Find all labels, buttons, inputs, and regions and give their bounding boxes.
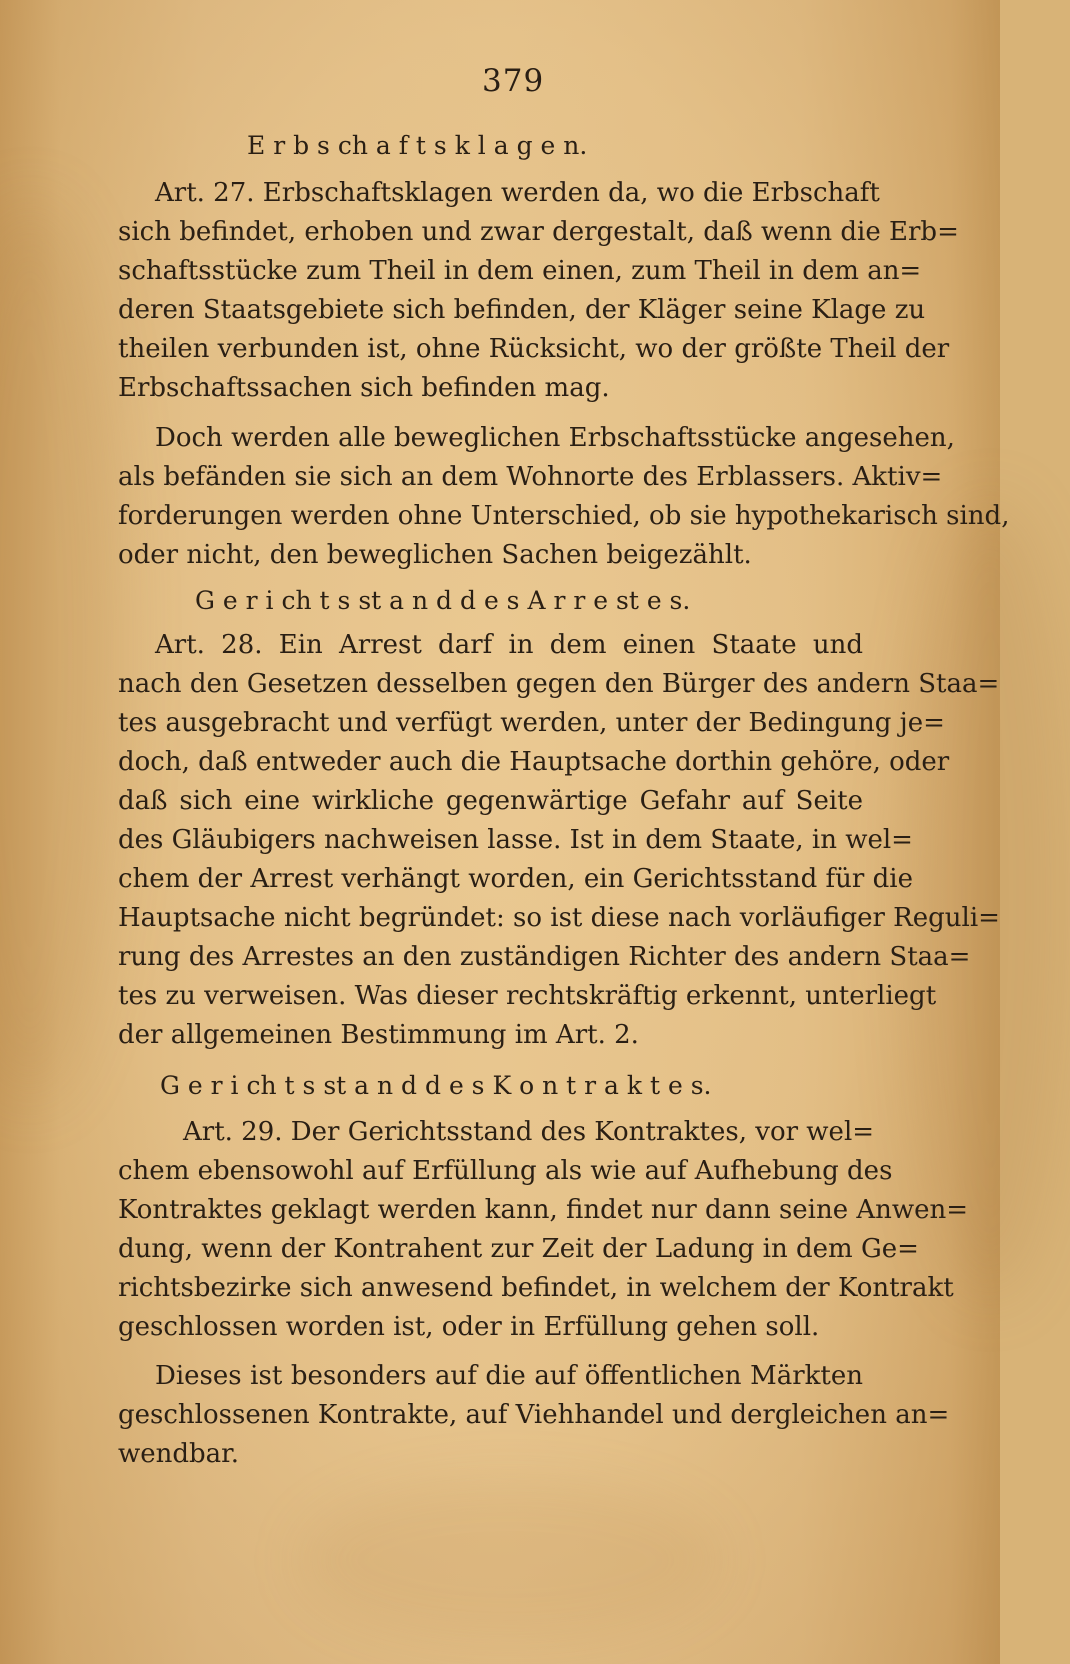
paragraph-line: richtsbezirke sich anwesend befindet, in welchem der Kontrakt [118,1273,954,1303]
paragraph-line: tes zu verweisen. Was dieser rechtskräftig erkennt, unterliegt [118,981,937,1011]
paragraph-line: Erbschaftssachen sich befinden mag. [118,373,610,403]
paper-stain [0,200,120,1100]
paragraph-line: Dieses ist besonders auf die auf öffentlichen Märkten [155,1361,863,1391]
paragraph-line: chem ebensowohl auf Erfüllung als wie auf Aufhebung des [118,1156,893,1186]
section-heading-arrest: G e r i ch t s st a n d d e s A r r e st e s. [195,586,691,615]
paragraph-line: der allgemeinen Bestimmung im Art. 2. [118,1020,639,1050]
paragraph-line: dung, wenn der Kontrahent zur Zeit der Ladung in dem Ge= [118,1234,919,1264]
paragraph-line: Art. 28. Ein Arrest darf in dem einen Staate und [155,630,863,660]
paragraph-line: doch, daß entweder auch die Hauptsache dorthin gehöre, oder [118,747,950,777]
paragraph-line: theilen verbunden ist, ohne Rücksicht, wo der größte Theil der [118,334,950,364]
section-heading-kontrakt: G e r i ch t s st a n d d e s K o n t r a k t e s. [160,1071,712,1100]
paragraph-line: daß sich eine wirkliche gegenwärtige Gefahr auf Seite [118,786,863,816]
section-heading-erbschaftsklagen: E r b s ch a f t s k l a g e n. [247,131,588,160]
paragraph-line: als befänden sie sich an dem Wohnorte des Erblassers. Aktiv= [118,462,943,492]
paragraph-line: des Gläubigers nachweisen lasse. Ist in dem Staate, in wel= [118,825,913,855]
paragraph-line: oder nicht, den beweglichen Sachen beigezählt. [118,540,752,570]
paragraph-line: Art. 27. Erbschaftsklagen werden da, wo die Erbschaft [155,178,880,208]
paragraph-line: nach den Gesetzen desselben gegen den Bürger des andern Staa= [118,669,1000,699]
paper-stain [300,1480,720,1640]
paragraph-line: deren Staatsgebiete sich befinden, der Kläger seine Klage zu [118,295,926,325]
paragraph-line: geschlossenen Kontrakte, auf Viehhandel und dergleichen an= [118,1400,950,1430]
page-number: 379 [482,63,545,99]
paragraph-line: rung des Arrestes an den zuständigen Richter des andern Staa= [118,942,971,972]
paper-stain [910,500,1070,1300]
paragraph-line: Art. 29. Der Gerichtsstand des Kontraktes, vor wel= [183,1117,875,1147]
paragraph-line: Kontraktes geklagt werden kann, findet nur dann seine Anwen= [118,1195,969,1225]
paragraph-line: wendbar. [118,1439,240,1469]
paragraph-line: tes ausgebracht und verfügt werden, unter der Bedingung je= [118,708,945,738]
paragraph-line: geschlossen worden ist, oder in Erfüllung gehen soll. [118,1312,820,1342]
paragraph-line: sich befindet, erhoben und zwar dergestalt, daß wenn die Erb= [118,217,959,247]
paragraph-line: chem der Arrest verhängt worden, ein Gerichtsstand für die [118,864,913,894]
paragraph-line: schaftsstücke zum Theil in dem einen, zum Theil in dem an= [118,256,922,286]
paragraph-line: forderungen werden ohne Unterschied, ob sie hypothekarisch sind, [118,501,1010,531]
paragraph-line: Doch werden alle beweglichen Erbschaftsstücke angesehen, [155,423,955,453]
paragraph-line: Hauptsache nicht begründet: so ist diese nach vorläufiger Reguli= [118,903,1000,933]
